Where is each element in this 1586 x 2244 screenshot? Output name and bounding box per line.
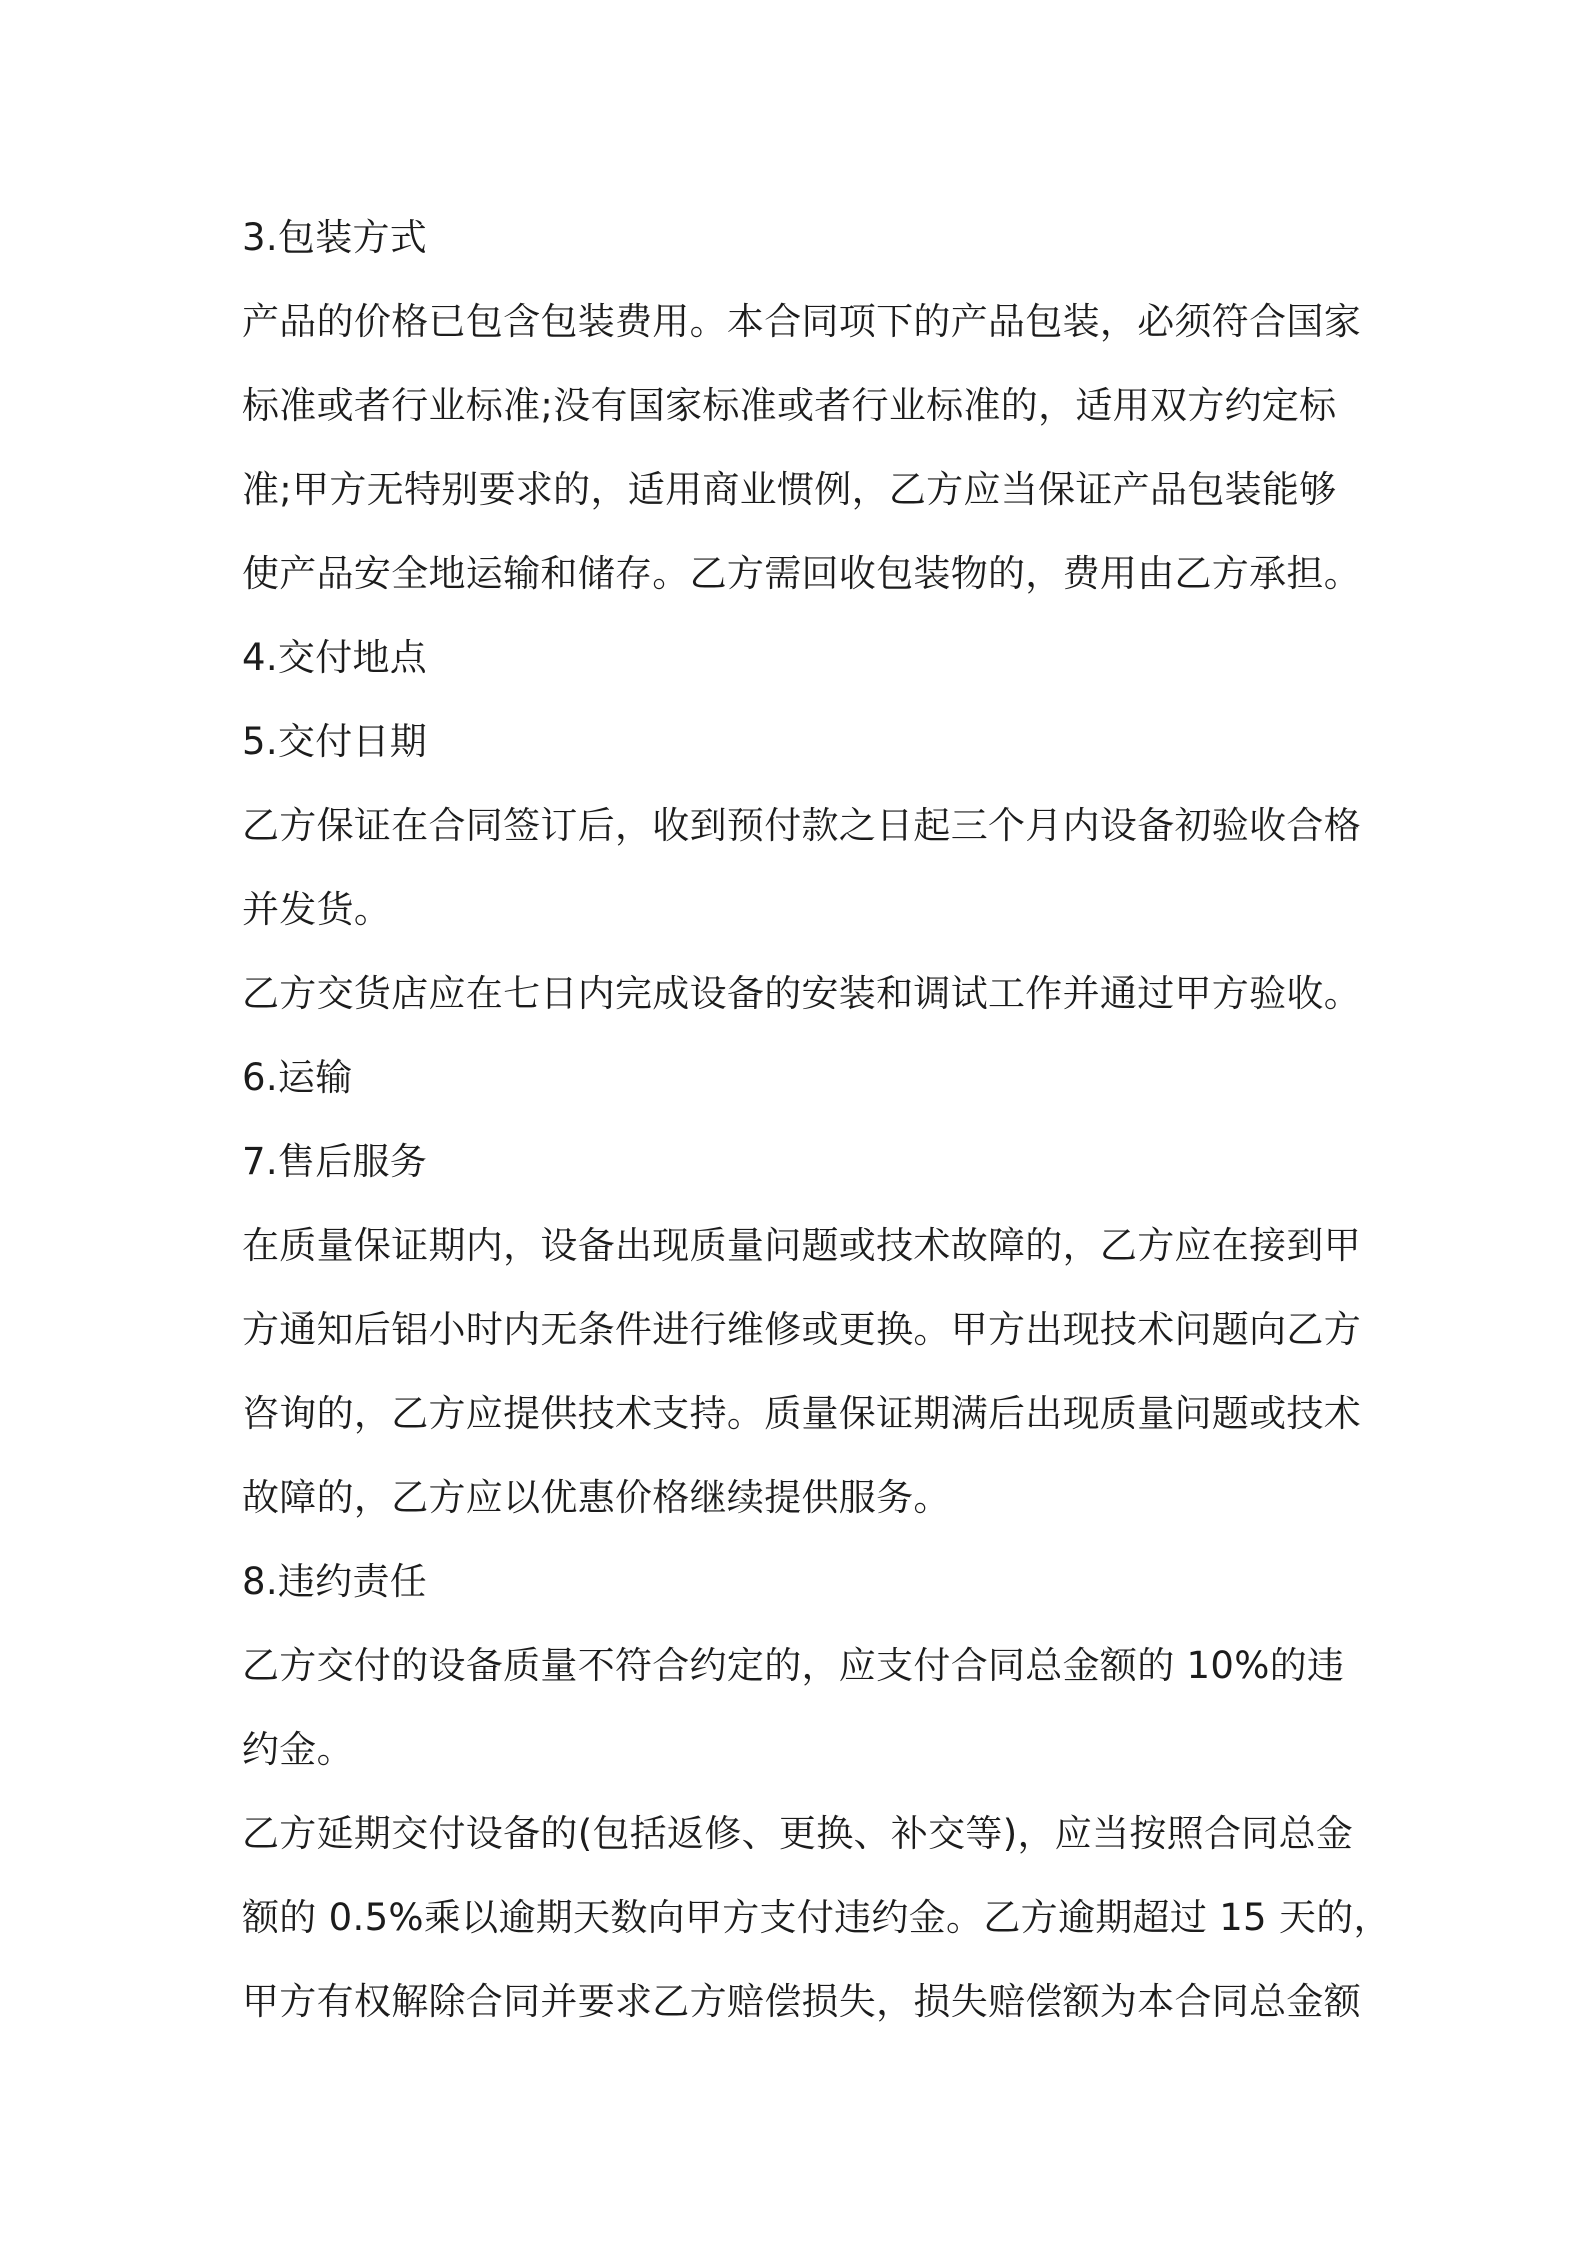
paragraph-line: 乙方延期交付设备的(包括返修、更换、补交等)，应当按照合同总金: [242, 1812, 1354, 1855]
paragraph-line: 并发货。: [242, 888, 392, 931]
paragraph-line: 乙方交货店应在七日内完成设备的安装和调试工作并通过甲方验收。: [242, 972, 1361, 1015]
paragraph-line: 在质量保证期内，设备出现质量问题或技术故障的，乙方应在接到甲: [242, 1224, 1361, 1267]
paragraph-line: 甲方有权解除合同并要求乙方赔偿损失，损失赔偿额为本合同总金额: [242, 1980, 1361, 2023]
paragraph-line: 乙方交付的设备质量不符合约定的，应支付合同总金额的 10%的违: [242, 1644, 1345, 1687]
section-heading-packaging: 3.包装方式: [242, 216, 428, 259]
paragraph-line: 方通知后铝小时内无条件进行维修或更换。甲方出现技术问题向乙方: [242, 1308, 1361, 1351]
paragraph-line: 乙方保证在合同签订后，收到预付款之日起三个月内设备初验收合格: [242, 804, 1361, 847]
section-heading-after-sales: 7.售后服务: [242, 1140, 428, 1183]
section-heading-delivery-date: 5.交付日期: [242, 720, 428, 763]
paragraph-line: 额的 0.5%乘以逾期天数向甲方支付违约金。乙方逾期超过 15 天的，: [242, 1896, 1391, 1939]
paragraph-line: 产品的价格已包含包装费用。本合同项下的产品包装，必须符合国家: [242, 300, 1361, 343]
section-heading-transport: 6.运输: [242, 1056, 353, 1099]
paragraph-line: 咨询的，乙方应提供技术支持。质量保证期满后出现质量问题或技术: [242, 1392, 1361, 1435]
paragraph-line: 故障的，乙方应以优惠价格继续提供服务。: [242, 1476, 951, 1519]
paragraph-line: 使产品安全地运输和储存。乙方需回收包装物的，费用由乙方承担。: [242, 552, 1361, 595]
section-heading-liability: 8.违约责任: [242, 1560, 428, 1603]
section-heading-delivery-place: 4.交付地点: [242, 636, 428, 679]
paragraph-line: 准;甲方无特别要求的，适用商业惯例，乙方应当保证产品包装能够: [242, 468, 1337, 511]
paragraph-line: 标准或者行业标准;没有国家标准或者行业标准的，适用双方约定标: [242, 384, 1337, 427]
document-body: [242, 196, 1391, 2044]
paragraph-line: 约金。: [242, 1728, 354, 1771]
